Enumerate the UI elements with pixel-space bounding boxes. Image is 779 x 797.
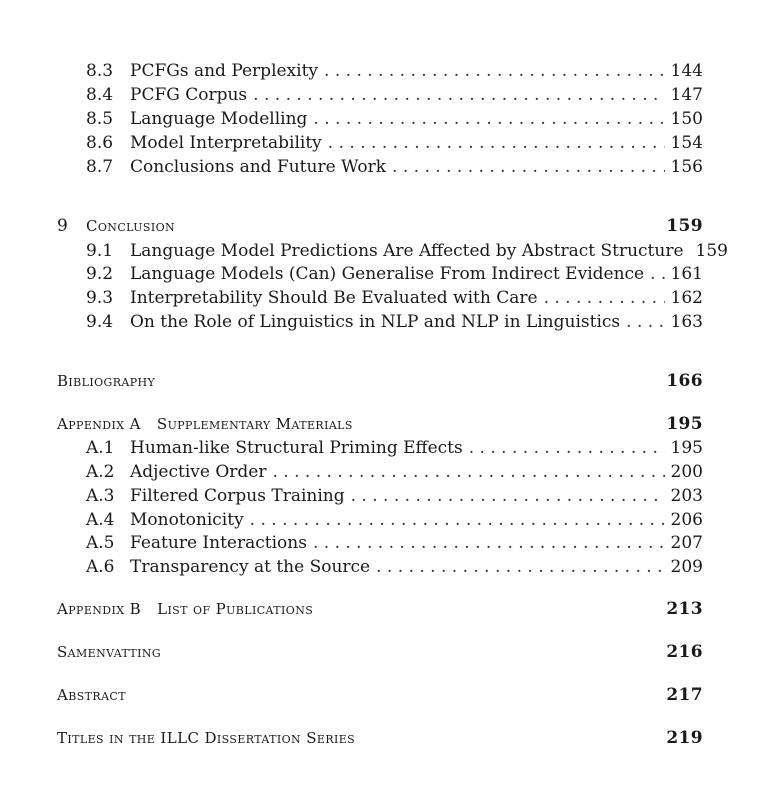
toc-titles-series[interactable] xyxy=(57,726,703,750)
toc-entry-9-4[interactable] xyxy=(86,310,703,334)
chapter-title: Samenvatting xyxy=(57,643,162,661)
section-title: On the Role of Linguistics in NLP and NLP in Linguistics xyxy=(130,312,621,332)
dot-leader xyxy=(376,555,664,579)
section-title: Filtered Corpus Training xyxy=(130,486,345,506)
section-number: 8.6 xyxy=(86,133,114,153)
chapter-title: Conclusion xyxy=(86,217,176,235)
page-number: 195 xyxy=(666,414,703,434)
page-number: 161 xyxy=(670,264,703,284)
toc-entry-8-5[interactable] xyxy=(86,107,703,131)
dot-leader xyxy=(313,107,664,131)
section-title: Monotonicity xyxy=(130,510,244,530)
chapter-title: Titles in the ILLC Dissertation Series xyxy=(57,729,356,747)
page-number: 209 xyxy=(670,557,703,577)
appendix-label: Appendix B xyxy=(57,600,142,618)
section-title: Model Interpretability xyxy=(130,133,322,153)
dot-leader xyxy=(351,484,665,508)
toc-entry-8-6[interactable] xyxy=(86,131,703,155)
section-title: Language Modelling xyxy=(130,109,308,129)
dot-leader xyxy=(626,310,664,334)
page-number: 154 xyxy=(670,133,703,153)
section-number: A.3 xyxy=(86,486,115,506)
section-title: Feature Interactions xyxy=(130,533,307,553)
toc-entry-a-1[interactable] xyxy=(86,436,703,460)
section-title: PCFGs and Perplexity xyxy=(130,61,319,81)
section-number: A.1 xyxy=(86,438,115,458)
section-number: A.4 xyxy=(86,510,115,530)
toc-abstract[interactable] xyxy=(57,683,703,707)
page-number: 200 xyxy=(670,462,703,482)
toc-entry-a-3[interactable] xyxy=(86,484,703,508)
page-number: 219 xyxy=(666,728,703,748)
toc-bibliography[interactable] xyxy=(57,369,703,393)
toc-entry-9-3[interactable] xyxy=(86,286,703,310)
section-number: 9.4 xyxy=(86,312,114,332)
toc-samenvatting[interactable] xyxy=(57,640,703,664)
section-title: Language Models (Can) Generalise From Indirect Evidence xyxy=(130,264,645,284)
dot-leader xyxy=(272,460,664,484)
section-number: 8.4 xyxy=(86,85,114,105)
page-number: 163 xyxy=(670,312,703,332)
dot-leader xyxy=(324,59,665,83)
page-number: 150 xyxy=(670,109,703,129)
page-number: 159 xyxy=(666,216,703,236)
chapter-title: Bibliography xyxy=(57,372,156,390)
toc-entry-8-4[interactable] xyxy=(86,83,703,107)
dot-leader xyxy=(469,436,665,460)
dot-leader xyxy=(650,262,664,286)
section-number: A.2 xyxy=(86,462,115,482)
section-title: Human-like Structural Priming Effects xyxy=(130,438,463,458)
page-number: 217 xyxy=(666,685,703,705)
section-title: PCFG Corpus xyxy=(130,85,248,105)
toc-entry-a-4[interactable] xyxy=(86,508,703,532)
toc-chapter-9[interactable] xyxy=(57,214,703,238)
section-title: Adjective Order xyxy=(130,462,267,482)
chapter-title: Supplementary Materials xyxy=(156,415,353,433)
page-number: 195 xyxy=(670,438,703,458)
page-number: 213 xyxy=(666,599,703,619)
section-title: Conclusions and Future Work xyxy=(130,157,387,177)
dot-leader xyxy=(392,155,665,179)
page-number: 162 xyxy=(670,288,703,308)
page-number: 207 xyxy=(670,533,703,553)
section-number: 9.2 xyxy=(86,264,114,284)
section-number: 9.1 xyxy=(86,241,114,261)
page-number: 147 xyxy=(670,85,703,105)
appendix-label: Appendix A xyxy=(57,415,141,433)
section-number: 8.5 xyxy=(86,109,114,129)
chapter-number: 9 xyxy=(57,216,69,236)
page-number: 159 xyxy=(695,241,728,261)
section-title: Interpretability Should Be Evaluated with Care xyxy=(130,288,538,308)
toc-entry-8-3[interactable] xyxy=(86,59,703,83)
toc-appendix-b[interactable] xyxy=(57,597,703,621)
toc-entry-8-7[interactable] xyxy=(86,155,703,179)
toc-entry-a-5[interactable] xyxy=(86,531,703,555)
toc-entry-9-1[interactable] xyxy=(86,239,728,263)
page-number: 216 xyxy=(666,642,703,662)
section-title: Transparency at the Source xyxy=(130,557,371,577)
page-number: 144 xyxy=(670,61,703,81)
section-title: Language Model Predictions Are Affected by Abstract Structure xyxy=(130,241,684,261)
dot-leader xyxy=(328,131,665,155)
page-number: 156 xyxy=(670,157,703,177)
toc-entry-a-6[interactable] xyxy=(86,555,703,579)
section-number: 9.3 xyxy=(86,288,114,308)
section-number: A.5 xyxy=(86,533,115,553)
page-number: 203 xyxy=(670,486,703,506)
chapter-title: List of Publications xyxy=(157,600,314,618)
dot-leader xyxy=(313,531,665,555)
toc-entry-9-2[interactable] xyxy=(86,262,703,286)
dot-leader xyxy=(253,83,664,107)
toc-entry-a-2[interactable] xyxy=(86,460,703,484)
page-number: 166 xyxy=(666,371,703,391)
toc-appendix-a[interactable] xyxy=(57,412,703,436)
page-number: 206 xyxy=(670,510,703,530)
dot-leader xyxy=(250,508,665,532)
dot-leader xyxy=(544,286,665,310)
section-number: A.6 xyxy=(86,557,115,577)
section-number: 8.3 xyxy=(86,61,114,81)
chapter-title: Abstract xyxy=(57,686,126,704)
section-number: 8.7 xyxy=(86,157,114,177)
